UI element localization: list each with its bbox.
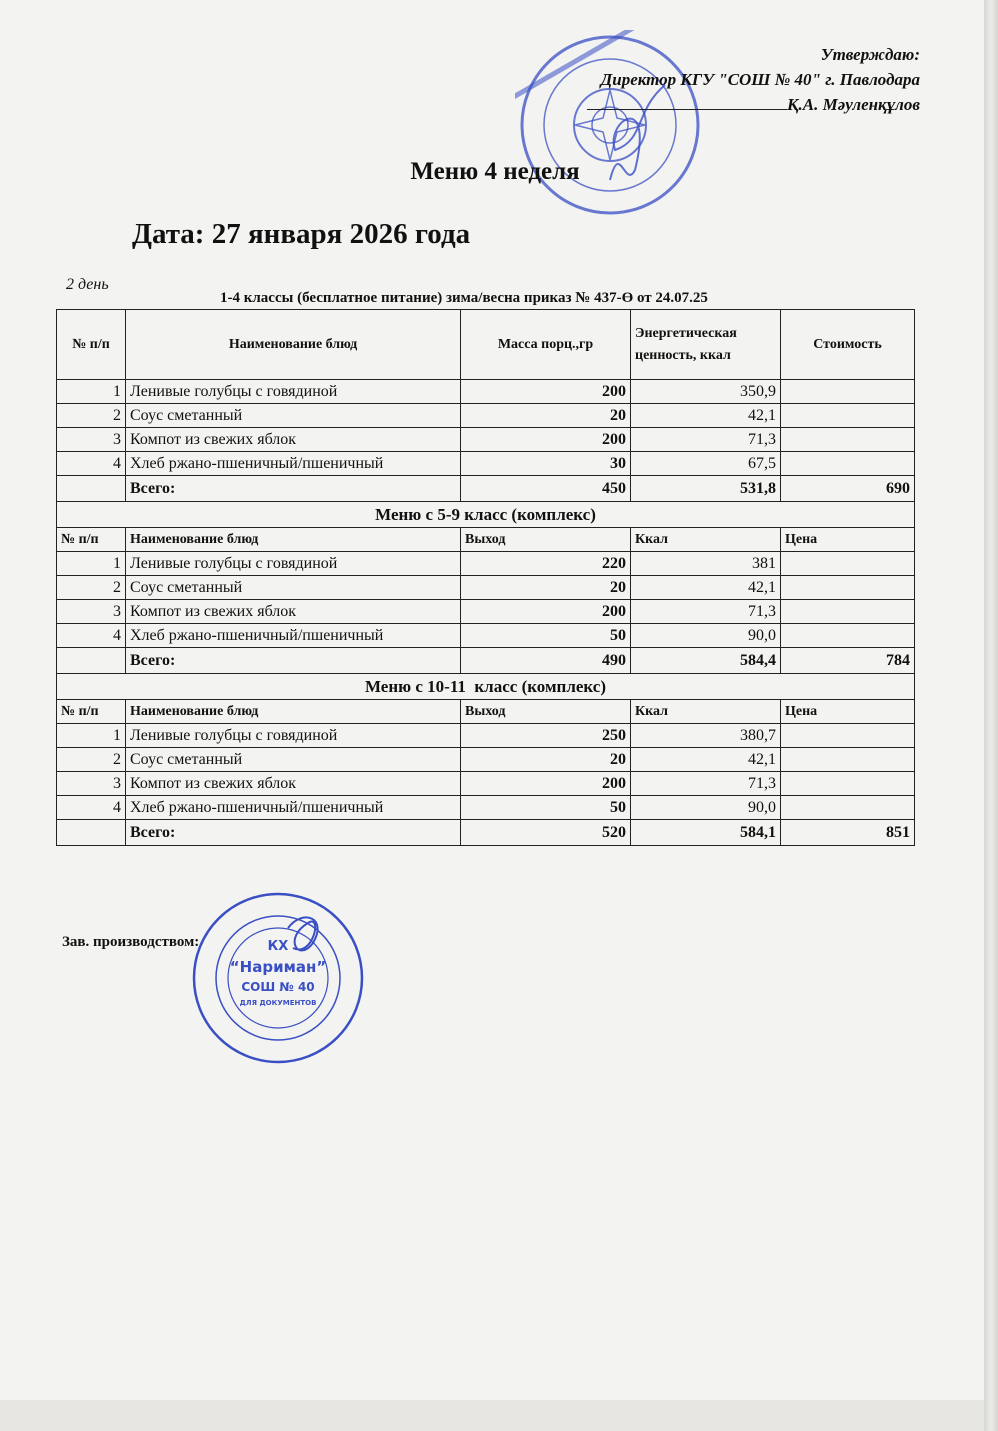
- total-mass: 520: [461, 820, 631, 846]
- table-row: [57, 724, 915, 748]
- dish-cost: [781, 552, 915, 576]
- table-row: [57, 380, 915, 404]
- row-number: 1: [57, 552, 126, 576]
- table-row: [57, 748, 915, 772]
- total-row: [57, 820, 915, 846]
- total-kcal: 584,1: [631, 820, 781, 846]
- dish-name: Компот из свежих яблок: [126, 600, 461, 624]
- dish-mass: 250: [461, 724, 631, 748]
- dish-mass: 200: [461, 428, 631, 452]
- row-number: 3: [57, 428, 126, 452]
- row-number: 4: [57, 624, 126, 648]
- menu-date: Дата: 27 января 2026 года: [132, 218, 471, 250]
- page-edge: [984, 0, 998, 1431]
- row-number: 1: [57, 380, 126, 404]
- dish-mass: 50: [461, 624, 631, 648]
- total-cost: 851: [781, 820, 915, 846]
- dish-name: Ленивые голубцы с говядиной: [126, 552, 461, 576]
- table-row: [57, 452, 915, 476]
- dish-mass: 200: [461, 380, 631, 404]
- menu-table: [56, 309, 915, 846]
- dish-name: Ленивые голубцы с говядиной: [126, 724, 461, 748]
- dish-name: Соус сметанный: [126, 576, 461, 600]
- dish-mass: 20: [461, 748, 631, 772]
- approval-name: Қ.А. Мәуленқұлов: [786, 95, 920, 114]
- production-manager-label: Зав. производством:: [62, 934, 200, 950]
- total-cost: 690: [781, 476, 915, 502]
- empty-cell: [57, 476, 126, 502]
- dish-mass: 20: [461, 404, 631, 428]
- stamp-line1: КХ: [267, 939, 289, 954]
- row-number: 2: [57, 404, 126, 428]
- header-cell: Выход: [461, 528, 631, 552]
- header-cell: Наименование блюд: [126, 528, 461, 552]
- dish-kcal: 42,1: [631, 404, 781, 428]
- dish-kcal: 71,3: [631, 600, 781, 624]
- row-number: 3: [57, 600, 126, 624]
- dish-name: Компот из свежих яблок: [126, 772, 461, 796]
- dish-kcal: 42,1: [631, 748, 781, 772]
- section-title-row: [57, 674, 915, 700]
- dish-kcal: 42,1: [631, 576, 781, 600]
- dish-cost: [781, 724, 915, 748]
- dish-kcal: 71,3: [631, 772, 781, 796]
- dish-cost: [781, 452, 915, 476]
- table-row: [57, 796, 915, 820]
- dish-kcal: 350,9: [631, 380, 781, 404]
- dish-name: Соус сметанный: [126, 404, 461, 428]
- total-row: [57, 476, 915, 502]
- approval-position: Директор КГУ "СОШ № 40" г. Павлодара: [600, 70, 920, 89]
- total-label: Всего:: [126, 820, 461, 846]
- dish-mass: 30: [461, 452, 631, 476]
- total-mass: 450: [461, 476, 631, 502]
- row-number: 2: [57, 576, 126, 600]
- dish-name: Соус сметанный: [126, 748, 461, 772]
- header-cell: Цена: [781, 528, 915, 552]
- dish-kcal: 380,7: [631, 724, 781, 748]
- company-stamp: [188, 888, 368, 1068]
- dish-cost: [781, 748, 915, 772]
- dish-kcal: 90,0: [631, 796, 781, 820]
- dish-name: Компот из свежих яблок: [126, 428, 461, 452]
- table-row: [57, 576, 915, 600]
- dish-cost: [781, 576, 915, 600]
- dish-cost: [781, 428, 915, 452]
- signature-line: [587, 97, 787, 110]
- table-row: [57, 600, 915, 624]
- dish-cost: [781, 796, 915, 820]
- empty-cell: [57, 820, 126, 846]
- table-caption: 1-4 классы (бесплатное питание) зима/весна приказ № 437-Ө от 24.07.25: [220, 290, 708, 306]
- dish-name: Хлеб ржано-пшеничный/пшеничный: [126, 624, 461, 648]
- page-title: Меню 4 неделя: [410, 158, 580, 185]
- total-kcal: 584,4: [631, 648, 781, 674]
- dish-mass: 200: [461, 600, 631, 624]
- row-number: 3: [57, 772, 126, 796]
- header-cell: № п/п: [57, 310, 126, 380]
- empty-cell: [57, 648, 126, 674]
- table-row: [57, 624, 915, 648]
- section-title: Меню с 10-11 класс (комплекс): [57, 674, 915, 700]
- header-cell: Выход: [461, 700, 631, 724]
- dish-mass: 220: [461, 552, 631, 576]
- total-kcal: 531,8: [631, 476, 781, 502]
- table-row: [57, 428, 915, 452]
- approval-block: [587, 42, 920, 117]
- stamp-line4: ДЛЯ ДОКУМЕНТОВ: [239, 999, 317, 1007]
- table-row: [57, 404, 915, 428]
- header-cell: № п/п: [57, 528, 126, 552]
- header-cell: Цена: [781, 700, 915, 724]
- day-label: 2 день: [66, 276, 109, 293]
- total-row: [57, 648, 915, 674]
- table-row: [57, 772, 915, 796]
- table-header-row: [57, 700, 915, 724]
- dish-kcal: 90,0: [631, 624, 781, 648]
- stamp-line2: “Нариман”: [229, 958, 327, 976]
- dish-cost: [781, 624, 915, 648]
- header-cell: Наименование блюд: [126, 700, 461, 724]
- header-cell: Стоимость: [781, 310, 915, 380]
- total-label: Всего:: [126, 476, 461, 502]
- dish-kcal: 381: [631, 552, 781, 576]
- table-row: [57, 552, 915, 576]
- dish-cost: [781, 404, 915, 428]
- approval-heading: Утверждаю:: [820, 45, 920, 64]
- total-cost: 784: [781, 648, 915, 674]
- table-header-row: [57, 310, 915, 380]
- row-number: 4: [57, 796, 126, 820]
- header-cell: Энергетическая ценность, ккал: [631, 310, 781, 380]
- dish-name: Хлеб ржано-пшеничный/пшеничный: [126, 796, 461, 820]
- dish-name: Ленивые голубцы с говядиной: [126, 380, 461, 404]
- dish-kcal: 71,3: [631, 428, 781, 452]
- dish-name: Хлеб ржано-пшеничный/пшеничный: [126, 452, 461, 476]
- total-label: Всего:: [126, 648, 461, 674]
- header-cell: Наименование блюд: [126, 310, 461, 380]
- dish-cost: [781, 600, 915, 624]
- dish-cost: [781, 380, 915, 404]
- header-cell: № п/п: [57, 700, 126, 724]
- total-mass: 490: [461, 648, 631, 674]
- row-number: 1: [57, 724, 126, 748]
- dish-kcal: 67,5: [631, 452, 781, 476]
- dish-mass: 200: [461, 772, 631, 796]
- dish-mass: 50: [461, 796, 631, 820]
- row-number: 4: [57, 452, 126, 476]
- row-number: 2: [57, 748, 126, 772]
- header-cell: Ккал: [631, 528, 781, 552]
- section-title-row: [57, 502, 915, 528]
- dish-mass: 20: [461, 576, 631, 600]
- header-cell: Масса порц.,гр: [461, 310, 631, 380]
- stamp-line3: СОШ № 40: [241, 980, 315, 994]
- table-header-row: [57, 528, 915, 552]
- header-cell: Ккал: [631, 700, 781, 724]
- dish-cost: [781, 772, 915, 796]
- section-title: Меню с 5-9 класс (комплекс): [57, 502, 915, 528]
- approval-signature: [587, 92, 920, 117]
